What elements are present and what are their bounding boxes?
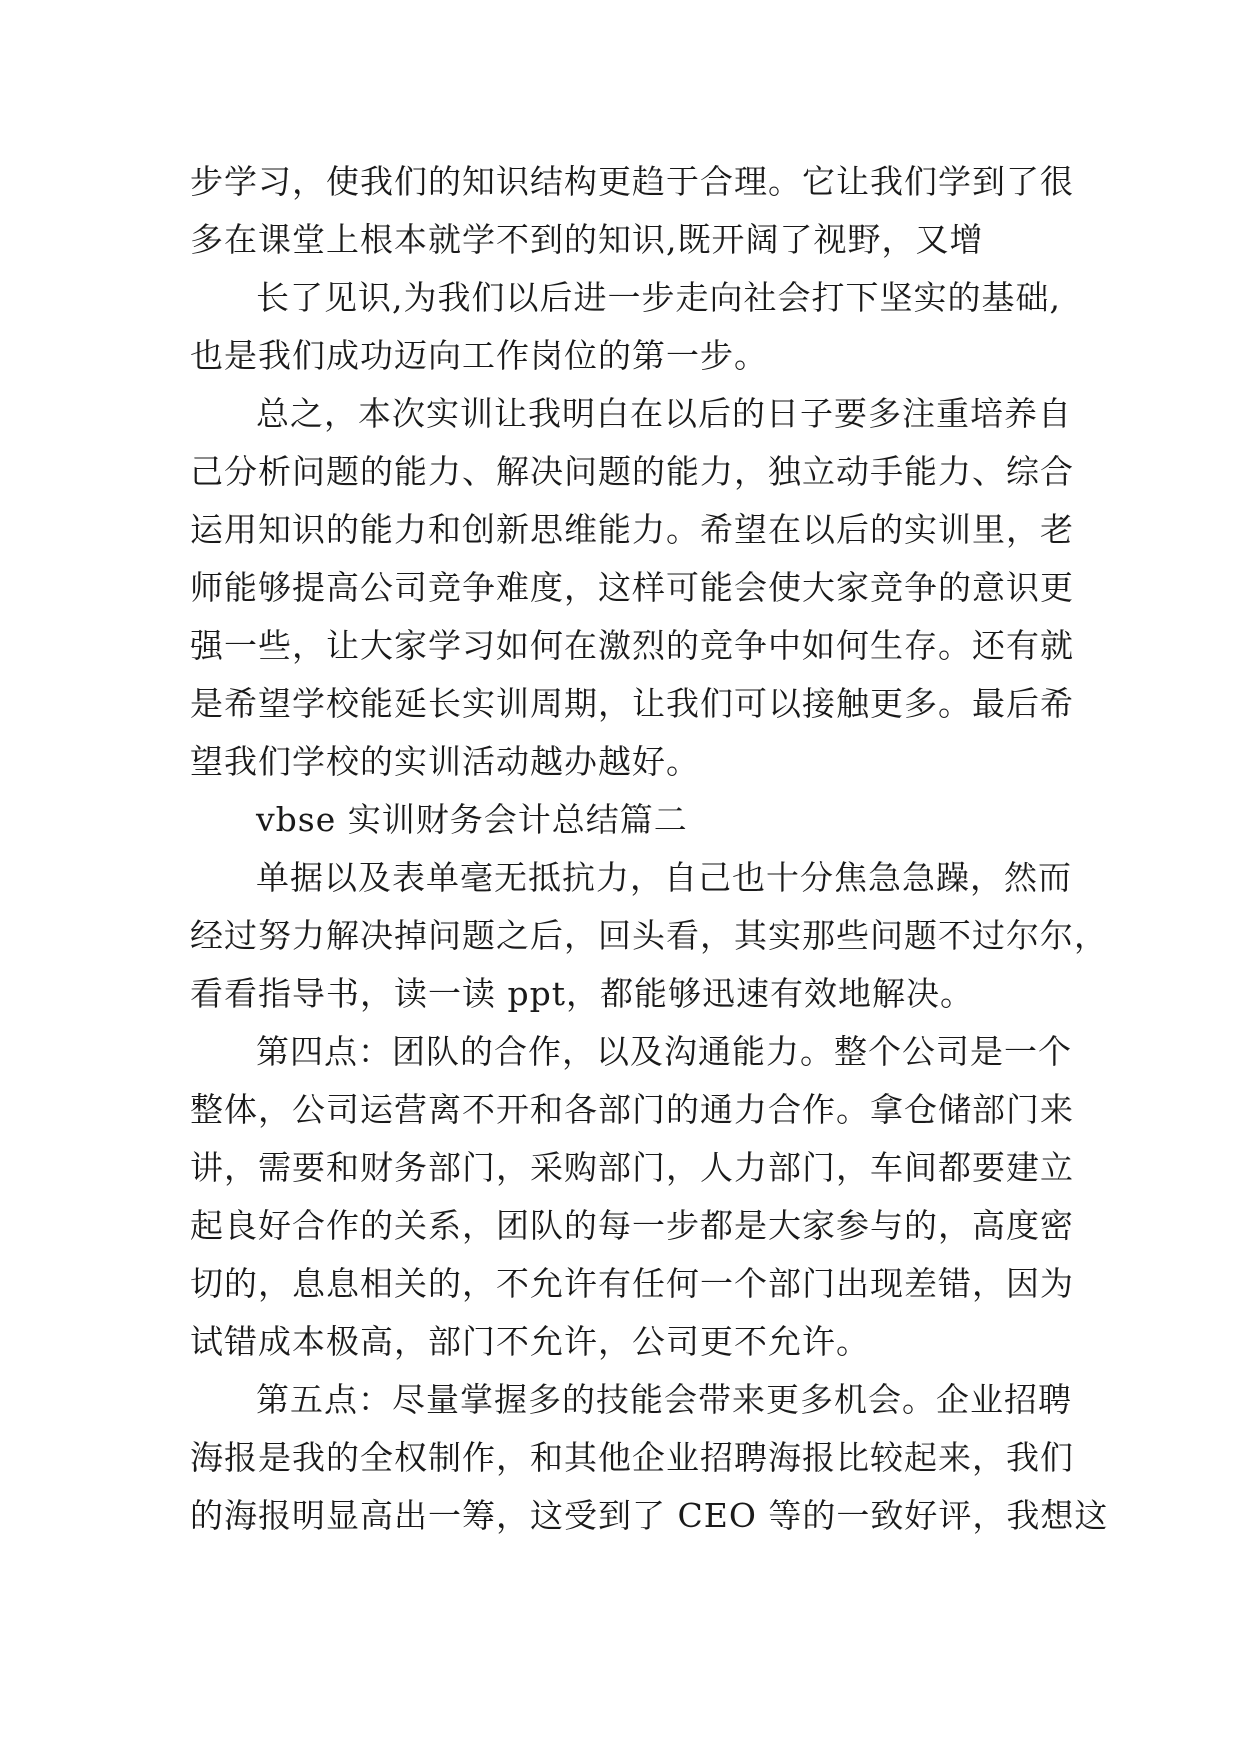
- text-line: 整体，公司运营离不开和各部门的通力合作。拿仓储部门来: [190, 1090, 1074, 1129]
- text-line: 也是我们成功迈向工作岗位的第一步。: [190, 336, 768, 375]
- text-line: 海报是我的全权制作，和其他企业招聘海报比较起来，我们: [190, 1438, 1074, 1477]
- text-line: 的海报明显高出一筹，这受到了 CEO 等的一致好评，我想这: [190, 1496, 1109, 1535]
- text-line: 是希望学校能延长实训周期，让我们可以接触更多。最后希: [190, 684, 1074, 723]
- text-line: 总之，本次实训让我明白在以后的日子要多注重培养自: [256, 394, 1072, 433]
- text-line: 第五点：尽量掌握多的技能会带来更多机会。企业招聘: [256, 1380, 1072, 1419]
- text-line: 起良好合作的关系，团队的每一步都是大家参与的，高度密: [190, 1206, 1074, 1245]
- text-line: 第四点：团队的合作，以及沟通能力。整个公司是一个: [256, 1032, 1072, 1071]
- text-line: 望我们学校的实训活动越办越好。: [190, 742, 700, 781]
- text-line: 试错成本极高，部门不允许，公司更不允许。: [190, 1322, 870, 1361]
- text-line: 讲，需要和财务部门，采购部门，人力部门，车间都要建立: [190, 1148, 1074, 1187]
- text-line: 运用知识的能力和创新思维能力。希望在以后的实训里，老: [190, 510, 1074, 549]
- text-line: 看看指导书，读一读 ppt，都能够迅速有效地解决。: [190, 974, 974, 1013]
- text-line: 长了见识,为我们以后进一步走向社会打下坚实的基础,: [256, 278, 1061, 317]
- text-line: 经过努力解决掉问题之后，回头看，其实那些问题不过尔尔，: [190, 916, 1108, 955]
- text-line: 切的，息息相关的，不允许有任何一个部门出现差错，因为: [190, 1264, 1074, 1303]
- text-line: 多在课堂上根本就学不到的知识,既开阔了视野，又增: [190, 220, 984, 259]
- text-line: 强一些，让大家学习如何在激烈的竞争中如何生存。还有就: [190, 626, 1074, 665]
- text-line: 己分析问题的能力、解决问题的能力，独立动手能力、综合: [190, 452, 1074, 491]
- document-body: [190, 153, 1109, 1545]
- text-line: 师能够提高公司竞争难度，这样可能会使大家竞争的意识更: [190, 568, 1074, 607]
- text-line: 单据以及表单毫无抵抗力，自己也十分焦急急躁，然而: [256, 858, 1072, 897]
- text-line: 步学习，使我们的知识结构更趋于合理。它让我们学到了很: [190, 162, 1074, 201]
- section-heading: vbse 实训财务会计总结篇二: [256, 800, 688, 839]
